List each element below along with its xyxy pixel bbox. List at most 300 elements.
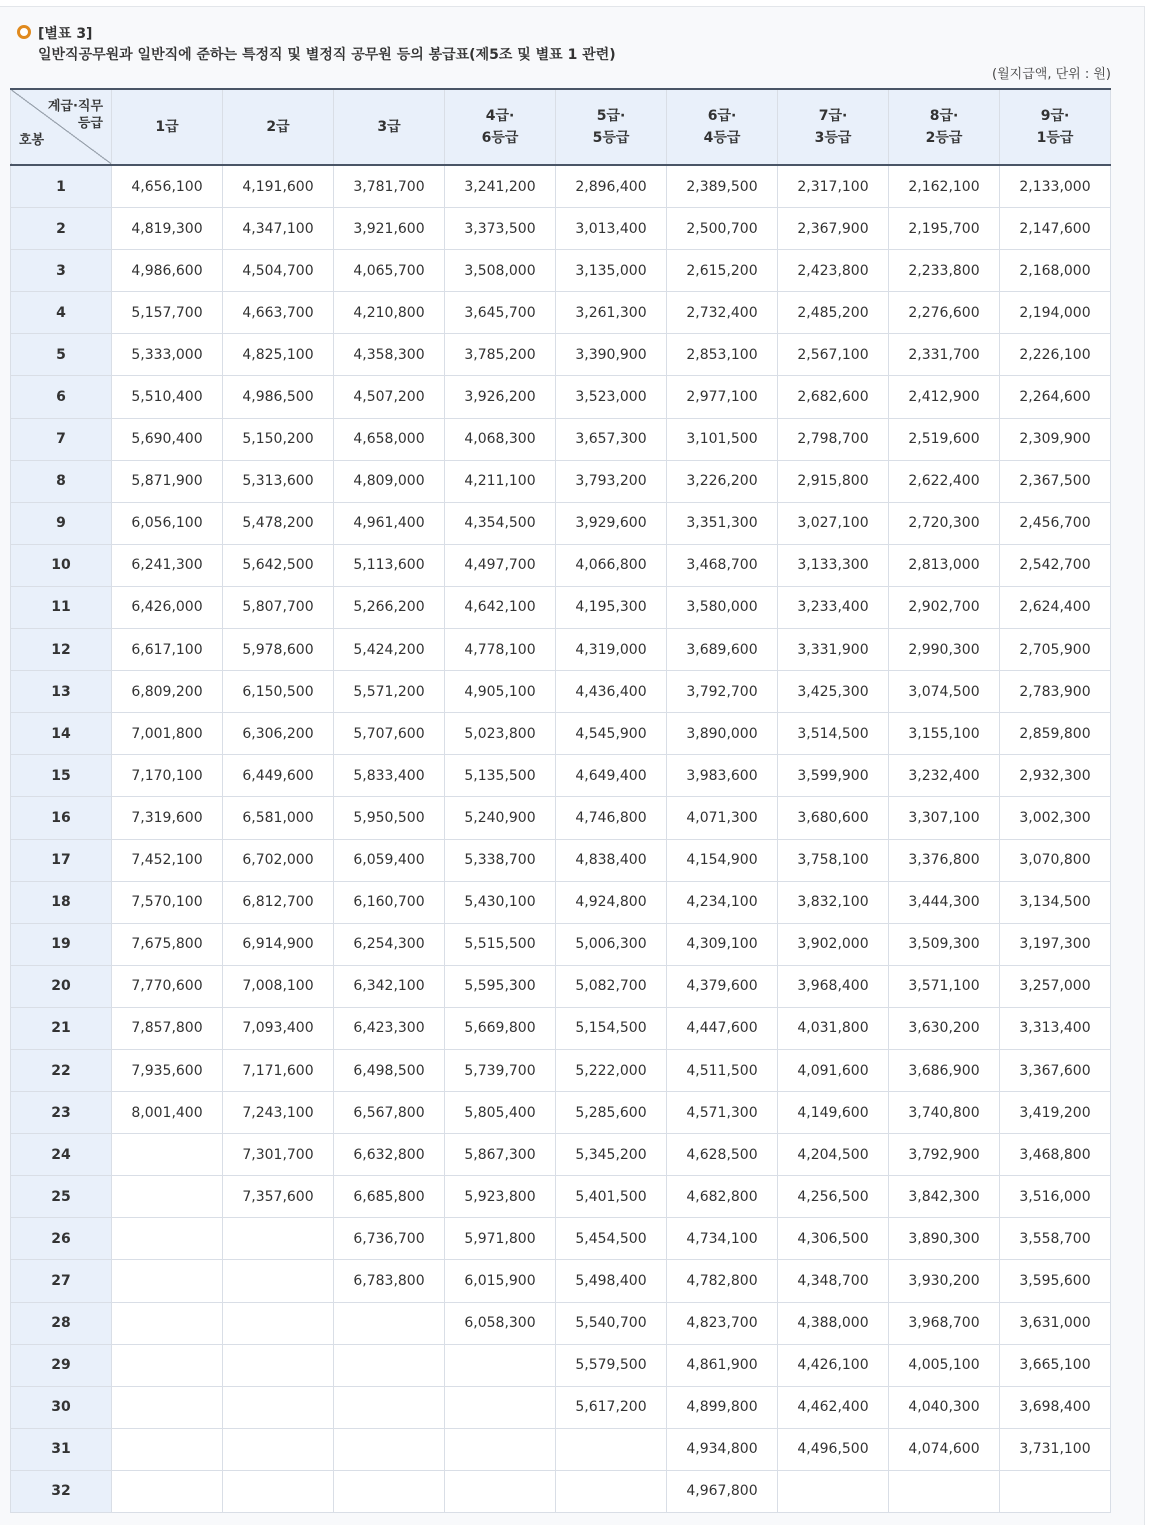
salary-cell: 3,968,400 [778, 965, 889, 1007]
salary-cell: 2,162,100 [889, 165, 1000, 208]
salary-cell: 4,545,900 [556, 713, 667, 755]
salary-cell: 3,926,200 [445, 376, 556, 418]
salary-cell: 3,134,500 [1000, 881, 1111, 923]
salary-cell: 4,068,300 [445, 418, 556, 460]
salary-cell: 5,739,700 [445, 1049, 556, 1091]
salary-cell: 3,468,800 [1000, 1134, 1111, 1176]
salary-cell: 7,675,800 [112, 923, 223, 965]
salary-cell: 4,091,600 [778, 1049, 889, 1091]
salary-cell: 6,254,300 [334, 923, 445, 965]
salary-cell: 4,511,500 [667, 1049, 778, 1091]
salary-cell: 4,426,100 [778, 1344, 889, 1386]
salary-cell [223, 1302, 334, 1344]
salary-cell: 4,986,600 [112, 250, 223, 292]
salary-cell: 3,226,200 [667, 460, 778, 502]
step-cell: 31 [11, 1428, 112, 1470]
salary-cell: 4,040,300 [889, 1386, 1000, 1428]
appendix-label: [별표 3] [38, 26, 93, 42]
salary-cell [334, 1428, 445, 1470]
salary-cell: 3,367,600 [1000, 1049, 1111, 1091]
step-cell: 11 [11, 586, 112, 628]
salary-cell: 4,961,400 [334, 502, 445, 544]
salary-cell: 4,497,700 [445, 544, 556, 586]
salary-cell: 3,376,800 [889, 839, 1000, 881]
table-row [11, 208, 1111, 250]
table-row [11, 713, 1111, 755]
salary-cell: 2,622,400 [889, 460, 1000, 502]
circle-bullet-icon [17, 25, 31, 39]
unit-note: (월지급액, 단위 : 원) [992, 67, 1111, 82]
salary-cell: 3,731,100 [1000, 1428, 1111, 1470]
salary-cell: 4,005,100 [889, 1344, 1000, 1386]
salary-cell: 3,902,000 [778, 923, 889, 965]
salary-cell: 3,930,200 [889, 1260, 1000, 1302]
salary-cell: 3,680,600 [778, 797, 889, 839]
salary-cell: 2,456,700 [1000, 502, 1111, 544]
salary-cell: 3,509,300 [889, 923, 1000, 965]
salary-cell: 5,478,200 [223, 502, 334, 544]
salary-cell: 4,195,300 [556, 586, 667, 628]
column-header: 8급· 2등급 [889, 89, 1000, 165]
table-row [11, 418, 1111, 460]
salary-cell: 2,932,300 [1000, 755, 1111, 797]
salary-cell: 2,682,600 [778, 376, 889, 418]
salary-cell: 7,357,600 [223, 1176, 334, 1218]
step-cell: 1 [11, 165, 112, 208]
salary-cell: 6,736,700 [334, 1218, 445, 1260]
step-cell: 26 [11, 1218, 112, 1260]
salary-cell: 6,498,500 [334, 1049, 445, 1091]
salary-cell: 6,783,800 [334, 1260, 445, 1302]
salary-cell [1000, 1470, 1111, 1512]
salary-cell: 4,986,500 [223, 376, 334, 418]
salary-cell: 2,859,800 [1000, 713, 1111, 755]
salary-cell: 2,485,200 [778, 292, 889, 334]
salary-cell: 5,135,500 [445, 755, 556, 797]
salary-cell: 4,462,400 [778, 1386, 889, 1428]
salary-cell: 6,342,100 [334, 965, 445, 1007]
table-header-row [11, 89, 1111, 165]
salary-cell: 3,523,000 [556, 376, 667, 418]
table-row [11, 671, 1111, 713]
salary-cell: 3,516,000 [1000, 1176, 1111, 1218]
salary-cell [223, 1470, 334, 1512]
step-cell: 28 [11, 1302, 112, 1344]
salary-cell: 3,785,200 [445, 334, 556, 376]
salary-cell: 2,276,600 [889, 292, 1000, 334]
salary-cell: 2,194,000 [1000, 292, 1111, 334]
column-header: 5급· 5등급 [556, 89, 667, 165]
corner-step-label: 호봉 [19, 133, 45, 148]
salary-cell: 5,454,500 [556, 1218, 667, 1260]
salary-cell: 4,348,700 [778, 1260, 889, 1302]
table-row [11, 1428, 1111, 1470]
salary-cell: 4,967,800 [667, 1470, 778, 1512]
salary-cell: 6,241,300 [112, 544, 223, 586]
table-row [11, 1218, 1111, 1260]
step-cell: 13 [11, 671, 112, 713]
salary-cell [445, 1428, 556, 1470]
salary-cell: 3,232,400 [889, 755, 1000, 797]
corner-rank-label: 계급·직무 등급 [47, 99, 103, 131]
salary-cell: 3,419,200 [1000, 1092, 1111, 1134]
salary-cell: 4,210,800 [334, 292, 445, 334]
salary-cell [445, 1344, 556, 1386]
step-cell: 22 [11, 1049, 112, 1091]
salary-cell [556, 1470, 667, 1512]
salary-table [10, 88, 1111, 1513]
step-cell: 6 [11, 376, 112, 418]
salary-cell: 2,423,800 [778, 250, 889, 292]
salary-cell: 7,935,600 [112, 1049, 223, 1091]
salary-cell: 3,781,700 [334, 165, 445, 208]
column-header: 6급· 4등급 [667, 89, 778, 165]
salary-cell: 3,792,900 [889, 1134, 1000, 1176]
salary-cell: 5,424,200 [334, 629, 445, 671]
salary-cell: 2,317,100 [778, 165, 889, 208]
salary-cell [112, 1302, 223, 1344]
salary-cell: 2,977,100 [667, 376, 778, 418]
table-row [11, 292, 1111, 334]
salary-cell: 7,319,600 [112, 797, 223, 839]
salary-cell: 4,934,800 [667, 1428, 778, 1470]
salary-cell: 5,313,600 [223, 460, 334, 502]
salary-cell: 2,331,700 [889, 334, 1000, 376]
salary-cell: 2,226,100 [1000, 334, 1111, 376]
salary-cell: 5,871,900 [112, 460, 223, 502]
salary-cell: 3,257,000 [1000, 965, 1111, 1007]
salary-cell: 3,233,400 [778, 586, 889, 628]
salary-cell: 2,542,700 [1000, 544, 1111, 586]
step-cell: 29 [11, 1344, 112, 1386]
salary-cell: 4,066,800 [556, 544, 667, 586]
salary-cell: 4,819,300 [112, 208, 223, 250]
salary-cell [112, 1470, 223, 1512]
salary-cell: 4,319,000 [556, 629, 667, 671]
step-cell: 16 [11, 797, 112, 839]
salary-cell: 6,685,800 [334, 1176, 445, 1218]
salary-cell: 6,914,900 [223, 923, 334, 965]
salary-cell: 5,805,400 [445, 1092, 556, 1134]
column-header: 9급· 1등급 [1000, 89, 1111, 165]
salary-cell: 2,168,000 [1000, 250, 1111, 292]
salary-cell: 3,842,300 [889, 1176, 1000, 1218]
salary-cell: 6,423,300 [334, 1007, 445, 1049]
header-corner-cell [11, 89, 112, 165]
step-cell: 9 [11, 502, 112, 544]
salary-cell: 5,707,600 [334, 713, 445, 755]
salary-cell: 7,093,400 [223, 1007, 334, 1049]
table-row [11, 629, 1111, 671]
column-header: 1급 [112, 89, 223, 165]
table-row [11, 797, 1111, 839]
salary-cell: 3,968,700 [889, 1302, 1000, 1344]
salary-cell: 4,782,800 [667, 1260, 778, 1302]
salary-cell: 4,658,000 [334, 418, 445, 460]
salary-cell: 3,373,500 [445, 208, 556, 250]
salary-cell: 3,074,500 [889, 671, 1000, 713]
salary-cell: 3,921,600 [334, 208, 445, 250]
table-row [11, 165, 1111, 208]
page-title: 일반직공무원과 일반직에 준하는 특정직 및 별정직 공무원 등의 봉급표(제5조 및 별표 1 관련) [38, 47, 616, 63]
table-row [11, 1007, 1111, 1049]
salary-cell: 6,632,800 [334, 1134, 445, 1176]
salary-cell: 2,705,900 [1000, 629, 1111, 671]
salary-cell [112, 1428, 223, 1470]
salary-cell [334, 1386, 445, 1428]
salary-cell: 3,792,700 [667, 671, 778, 713]
salary-cell [445, 1386, 556, 1428]
salary-cell [334, 1344, 445, 1386]
table-row [11, 1260, 1111, 1302]
salary-cell: 6,812,700 [223, 881, 334, 923]
salary-cell [445, 1470, 556, 1512]
salary-cell: 6,581,000 [223, 797, 334, 839]
step-cell: 27 [11, 1260, 112, 1302]
step-cell: 18 [11, 881, 112, 923]
salary-cell: 4,905,100 [445, 671, 556, 713]
salary-cell: 4,234,100 [667, 881, 778, 923]
salary-cell: 4,309,100 [667, 923, 778, 965]
salary-cell: 3,558,700 [1000, 1218, 1111, 1260]
salary-cell: 3,580,000 [667, 586, 778, 628]
salary-cell: 4,778,100 [445, 629, 556, 671]
table-row [11, 1049, 1111, 1091]
salary-cell: 3,002,300 [1000, 797, 1111, 839]
salary-cell: 6,059,400 [334, 839, 445, 881]
salary-cell: 5,642,500 [223, 544, 334, 586]
salary-cell: 2,195,700 [889, 208, 1000, 250]
salary-cell: 8,001,400 [112, 1092, 223, 1134]
salary-cell: 3,508,000 [445, 250, 556, 292]
salary-cell: 4,746,800 [556, 797, 667, 839]
table-row [11, 544, 1111, 586]
salary-cell: 3,468,700 [667, 544, 778, 586]
salary-cell: 3,101,500 [667, 418, 778, 460]
salary-cell: 4,809,000 [334, 460, 445, 502]
salary-cell: 6,306,200 [223, 713, 334, 755]
table-row [11, 1470, 1111, 1512]
salary-cell: 4,628,500 [667, 1134, 778, 1176]
salary-cell [223, 1386, 334, 1428]
salary-cell: 5,157,700 [112, 292, 223, 334]
salary-cell: 3,758,100 [778, 839, 889, 881]
salary-cell: 3,313,400 [1000, 1007, 1111, 1049]
salary-cell: 3,135,000 [556, 250, 667, 292]
salary-cell: 2,732,400 [667, 292, 778, 334]
salary-cell: 4,154,900 [667, 839, 778, 881]
salary-cell: 2,615,200 [667, 250, 778, 292]
table-row [11, 250, 1111, 292]
salary-cell: 5,515,500 [445, 923, 556, 965]
salary-cell [223, 1218, 334, 1260]
salary-cell: 4,149,600 [778, 1092, 889, 1134]
salary-cell: 3,631,000 [1000, 1302, 1111, 1344]
salary-cell: 2,720,300 [889, 502, 1000, 544]
salary-cell: 7,243,100 [223, 1092, 334, 1134]
step-cell: 4 [11, 292, 112, 334]
salary-cell: 2,133,000 [1000, 165, 1111, 208]
salary-cell: 6,056,100 [112, 502, 223, 544]
salary-cell: 5,833,400 [334, 755, 445, 797]
salary-cell: 3,740,800 [889, 1092, 1000, 1134]
salary-cell: 3,657,300 [556, 418, 667, 460]
salary-cell: 3,331,900 [778, 629, 889, 671]
salary-cell: 2,264,600 [1000, 376, 1111, 418]
salary-cell: 5,082,700 [556, 965, 667, 1007]
step-cell: 3 [11, 250, 112, 292]
salary-cell: 2,902,700 [889, 586, 1000, 628]
salary-cell [112, 1344, 223, 1386]
salary-cell [556, 1428, 667, 1470]
salary-cell: 4,734,100 [667, 1218, 778, 1260]
salary-cell [778, 1470, 889, 1512]
salary-cell: 5,498,400 [556, 1260, 667, 1302]
step-cell: 19 [11, 923, 112, 965]
salary-cell: 2,309,900 [1000, 418, 1111, 460]
salary-cell: 3,595,600 [1000, 1260, 1111, 1302]
salary-cell: 3,155,100 [889, 713, 1000, 755]
salary-cell: 5,867,300 [445, 1134, 556, 1176]
salary-cell [112, 1218, 223, 1260]
salary-cell: 5,690,400 [112, 418, 223, 460]
salary-cell: 4,354,500 [445, 502, 556, 544]
step-cell: 10 [11, 544, 112, 586]
salary-cell: 3,241,200 [445, 165, 556, 208]
column-header: 3급 [334, 89, 445, 165]
salary-cell: 5,595,300 [445, 965, 556, 1007]
salary-cell: 5,430,100 [445, 881, 556, 923]
salary-cell: 7,001,800 [112, 713, 223, 755]
salary-cell: 5,923,800 [445, 1176, 556, 1218]
salary-cell: 3,630,200 [889, 1007, 1000, 1049]
salary-cell: 4,347,100 [223, 208, 334, 250]
salary-cell: 6,617,100 [112, 629, 223, 671]
salary-cell: 2,412,900 [889, 376, 1000, 418]
step-cell: 7 [11, 418, 112, 460]
salary-cell [223, 1428, 334, 1470]
step-cell: 2 [11, 208, 112, 250]
salary-cell: 4,074,600 [889, 1428, 1000, 1470]
salary-cell [223, 1344, 334, 1386]
salary-cell: 4,507,200 [334, 376, 445, 418]
salary-cell: 4,504,700 [223, 250, 334, 292]
salary-cell [334, 1302, 445, 1344]
table-row [11, 1386, 1111, 1428]
salary-cell: 7,008,100 [223, 965, 334, 1007]
salary-cell: 3,070,800 [1000, 839, 1111, 881]
salary-cell: 3,599,900 [778, 755, 889, 797]
salary-cell: 5,669,800 [445, 1007, 556, 1049]
salary-cell: 4,496,500 [778, 1428, 889, 1470]
step-cell: 21 [11, 1007, 112, 1049]
salary-cell: 3,686,900 [889, 1049, 1000, 1091]
salary-cell [112, 1176, 223, 1218]
salary-cell: 7,570,100 [112, 881, 223, 923]
salary-cell: 7,301,700 [223, 1134, 334, 1176]
salary-cell: 3,645,700 [445, 292, 556, 334]
salary-cell: 7,452,100 [112, 839, 223, 881]
salary-cell: 4,436,400 [556, 671, 667, 713]
salary-cell [889, 1470, 1000, 1512]
salary-cell: 3,027,100 [778, 502, 889, 544]
salary-cell: 2,896,400 [556, 165, 667, 208]
salary-cell: 5,617,200 [556, 1386, 667, 1428]
step-cell: 5 [11, 334, 112, 376]
salary-cell: 5,978,600 [223, 629, 334, 671]
step-cell: 8 [11, 460, 112, 502]
column-header: 2급 [223, 89, 334, 165]
table-row [11, 881, 1111, 923]
salary-cell: 4,065,700 [334, 250, 445, 292]
salary-cell: 4,682,800 [667, 1176, 778, 1218]
salary-cell: 2,783,900 [1000, 671, 1111, 713]
salary-cell: 5,222,000 [556, 1049, 667, 1091]
salary-cell [112, 1260, 223, 1302]
table-row [11, 586, 1111, 628]
salary-cell: 3,832,100 [778, 881, 889, 923]
salary-cell: 5,113,600 [334, 544, 445, 586]
step-cell: 30 [11, 1386, 112, 1428]
salary-cell: 4,358,300 [334, 334, 445, 376]
salary-cell: 3,307,100 [889, 797, 1000, 839]
salary-cell: 4,379,600 [667, 965, 778, 1007]
salary-cell: 2,367,500 [1000, 460, 1111, 502]
step-cell: 25 [11, 1176, 112, 1218]
salary-cell: 2,367,900 [778, 208, 889, 250]
table-row [11, 460, 1111, 502]
salary-cell: 4,071,300 [667, 797, 778, 839]
salary-cell: 5,266,200 [334, 586, 445, 628]
salary-cell [112, 1134, 223, 1176]
salary-cell: 4,924,800 [556, 881, 667, 923]
salary-cell: 7,857,800 [112, 1007, 223, 1049]
table-row [11, 502, 1111, 544]
salary-cell: 5,579,500 [556, 1344, 667, 1386]
salary-cell [223, 1260, 334, 1302]
salary-cell: 4,663,700 [223, 292, 334, 334]
salary-cell: 3,983,600 [667, 755, 778, 797]
salary-cell: 6,015,900 [445, 1260, 556, 1302]
salary-cell: 2,798,700 [778, 418, 889, 460]
step-cell: 15 [11, 755, 112, 797]
salary-cell: 4,388,000 [778, 1302, 889, 1344]
salary-cell: 4,642,100 [445, 586, 556, 628]
salary-cell: 3,514,500 [778, 713, 889, 755]
salary-cell: 4,256,500 [778, 1176, 889, 1218]
salary-cell: 6,702,000 [223, 839, 334, 881]
salary-cell: 2,389,500 [667, 165, 778, 208]
salary-cell: 3,351,300 [667, 502, 778, 544]
salary-cell: 4,031,800 [778, 1007, 889, 1049]
salary-cell: 7,171,600 [223, 1049, 334, 1091]
salary-cell: 5,285,600 [556, 1092, 667, 1134]
salary-cell: 5,240,900 [445, 797, 556, 839]
salary-cell: 5,023,800 [445, 713, 556, 755]
table-row [11, 376, 1111, 418]
table-row [11, 1344, 1111, 1386]
salary-cell [334, 1470, 445, 1512]
table-row [11, 1302, 1111, 1344]
salary-cell: 4,656,100 [112, 165, 223, 208]
salary-cell: 3,890,300 [889, 1218, 1000, 1260]
salary-cell: 4,838,400 [556, 839, 667, 881]
salary-cell: 5,345,200 [556, 1134, 667, 1176]
salary-cell: 6,809,200 [112, 671, 223, 713]
salary-cell: 5,971,800 [445, 1218, 556, 1260]
salary-cell: 6,058,300 [445, 1302, 556, 1344]
salary-cell: 3,197,300 [1000, 923, 1111, 965]
